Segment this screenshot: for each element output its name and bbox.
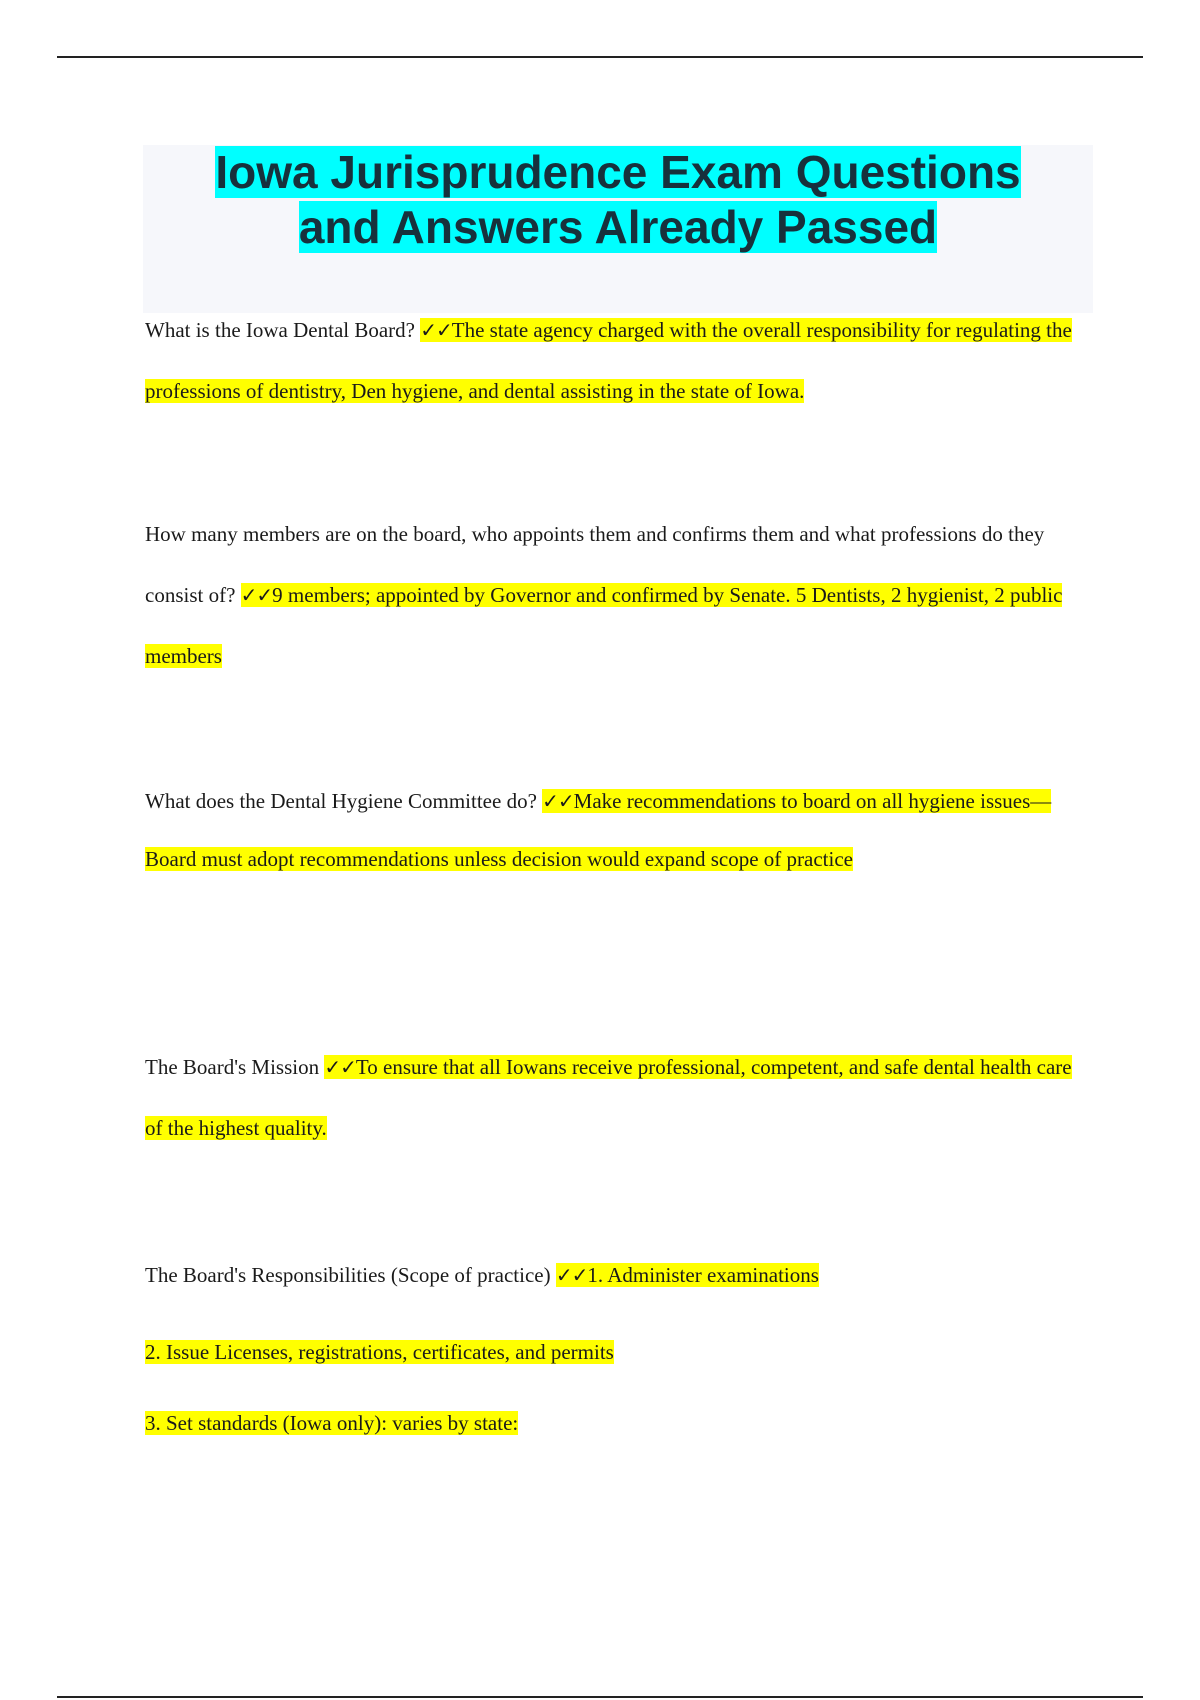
answer-5-line-3: 3. Set standards (Iowa only): varies by state: <box>145 1411 519 1435</box>
qa-item-1 <box>145 300 1090 422</box>
question-4: The Board's Mission <box>145 1055 320 1079</box>
qa-item-2 <box>145 504 1090 687</box>
double-check-icon: ✓✓ <box>324 1055 356 1079</box>
title-line-2: and Answers Already Passed <box>298 201 938 253</box>
double-check-icon: ✓✓ <box>555 1263 588 1287</box>
answer-4-text: To ensure that all Iowans receive professional, competent, and safe dental health care of the highest quality. <box>145 1055 1072 1140</box>
qa-item-4 <box>145 1037 1090 1159</box>
answer-5-line-2: 2. Issue Licenses, registrations, certificates, and permits <box>145 1340 614 1364</box>
question-5: The Board's Responsibilities (Scope of practice) <box>145 1263 551 1287</box>
title-line-1: Iowa Jurisprudence Exam Questions <box>215 146 1021 198</box>
answer-5-line-1 <box>556 1263 819 1287</box>
question-2: How many members are on the board, who appoints them and confirms them and what professions do they consist of? <box>145 522 1045 607</box>
top-rule <box>57 56 1143 58</box>
answer-2 <box>145 583 1062 668</box>
answer-5-line-3-row <box>145 1408 518 1438</box>
qa-item-5 <box>145 1260 819 1290</box>
question-3: What does the Dental Hygiene Committee do? <box>145 789 537 813</box>
question-1: What is the Iowa Dental Board? <box>145 318 415 342</box>
double-check-icon: ✓✓ <box>420 318 452 342</box>
answer-5-line-1-text: 1. Administer examinations <box>587 1263 819 1287</box>
answer-5-line-2-row <box>145 1337 614 1367</box>
answer-1-text: The state agency charged with the overall responsibility for regulating the professions of dentistry, Den hygiene, and dental assisting in the state of Iowa. <box>145 318 1072 403</box>
document-title <box>143 145 1093 255</box>
double-check-icon: ✓✓ <box>542 789 574 813</box>
qa-item-3 <box>145 772 1090 888</box>
answer-3-text: Make recommendations to board on all hygiene issues—Board must adopt recommendations unless decision would expand scope of practice <box>145 789 1052 871</box>
double-check-icon: ✓✓ <box>240 583 273 607</box>
answer-2-text: 9 members; appointed by Governor and confirmed by Senate. 5 Dentists, 2 hygienist, 2 public members <box>145 583 1063 668</box>
bottom-rule <box>57 1696 1143 1698</box>
